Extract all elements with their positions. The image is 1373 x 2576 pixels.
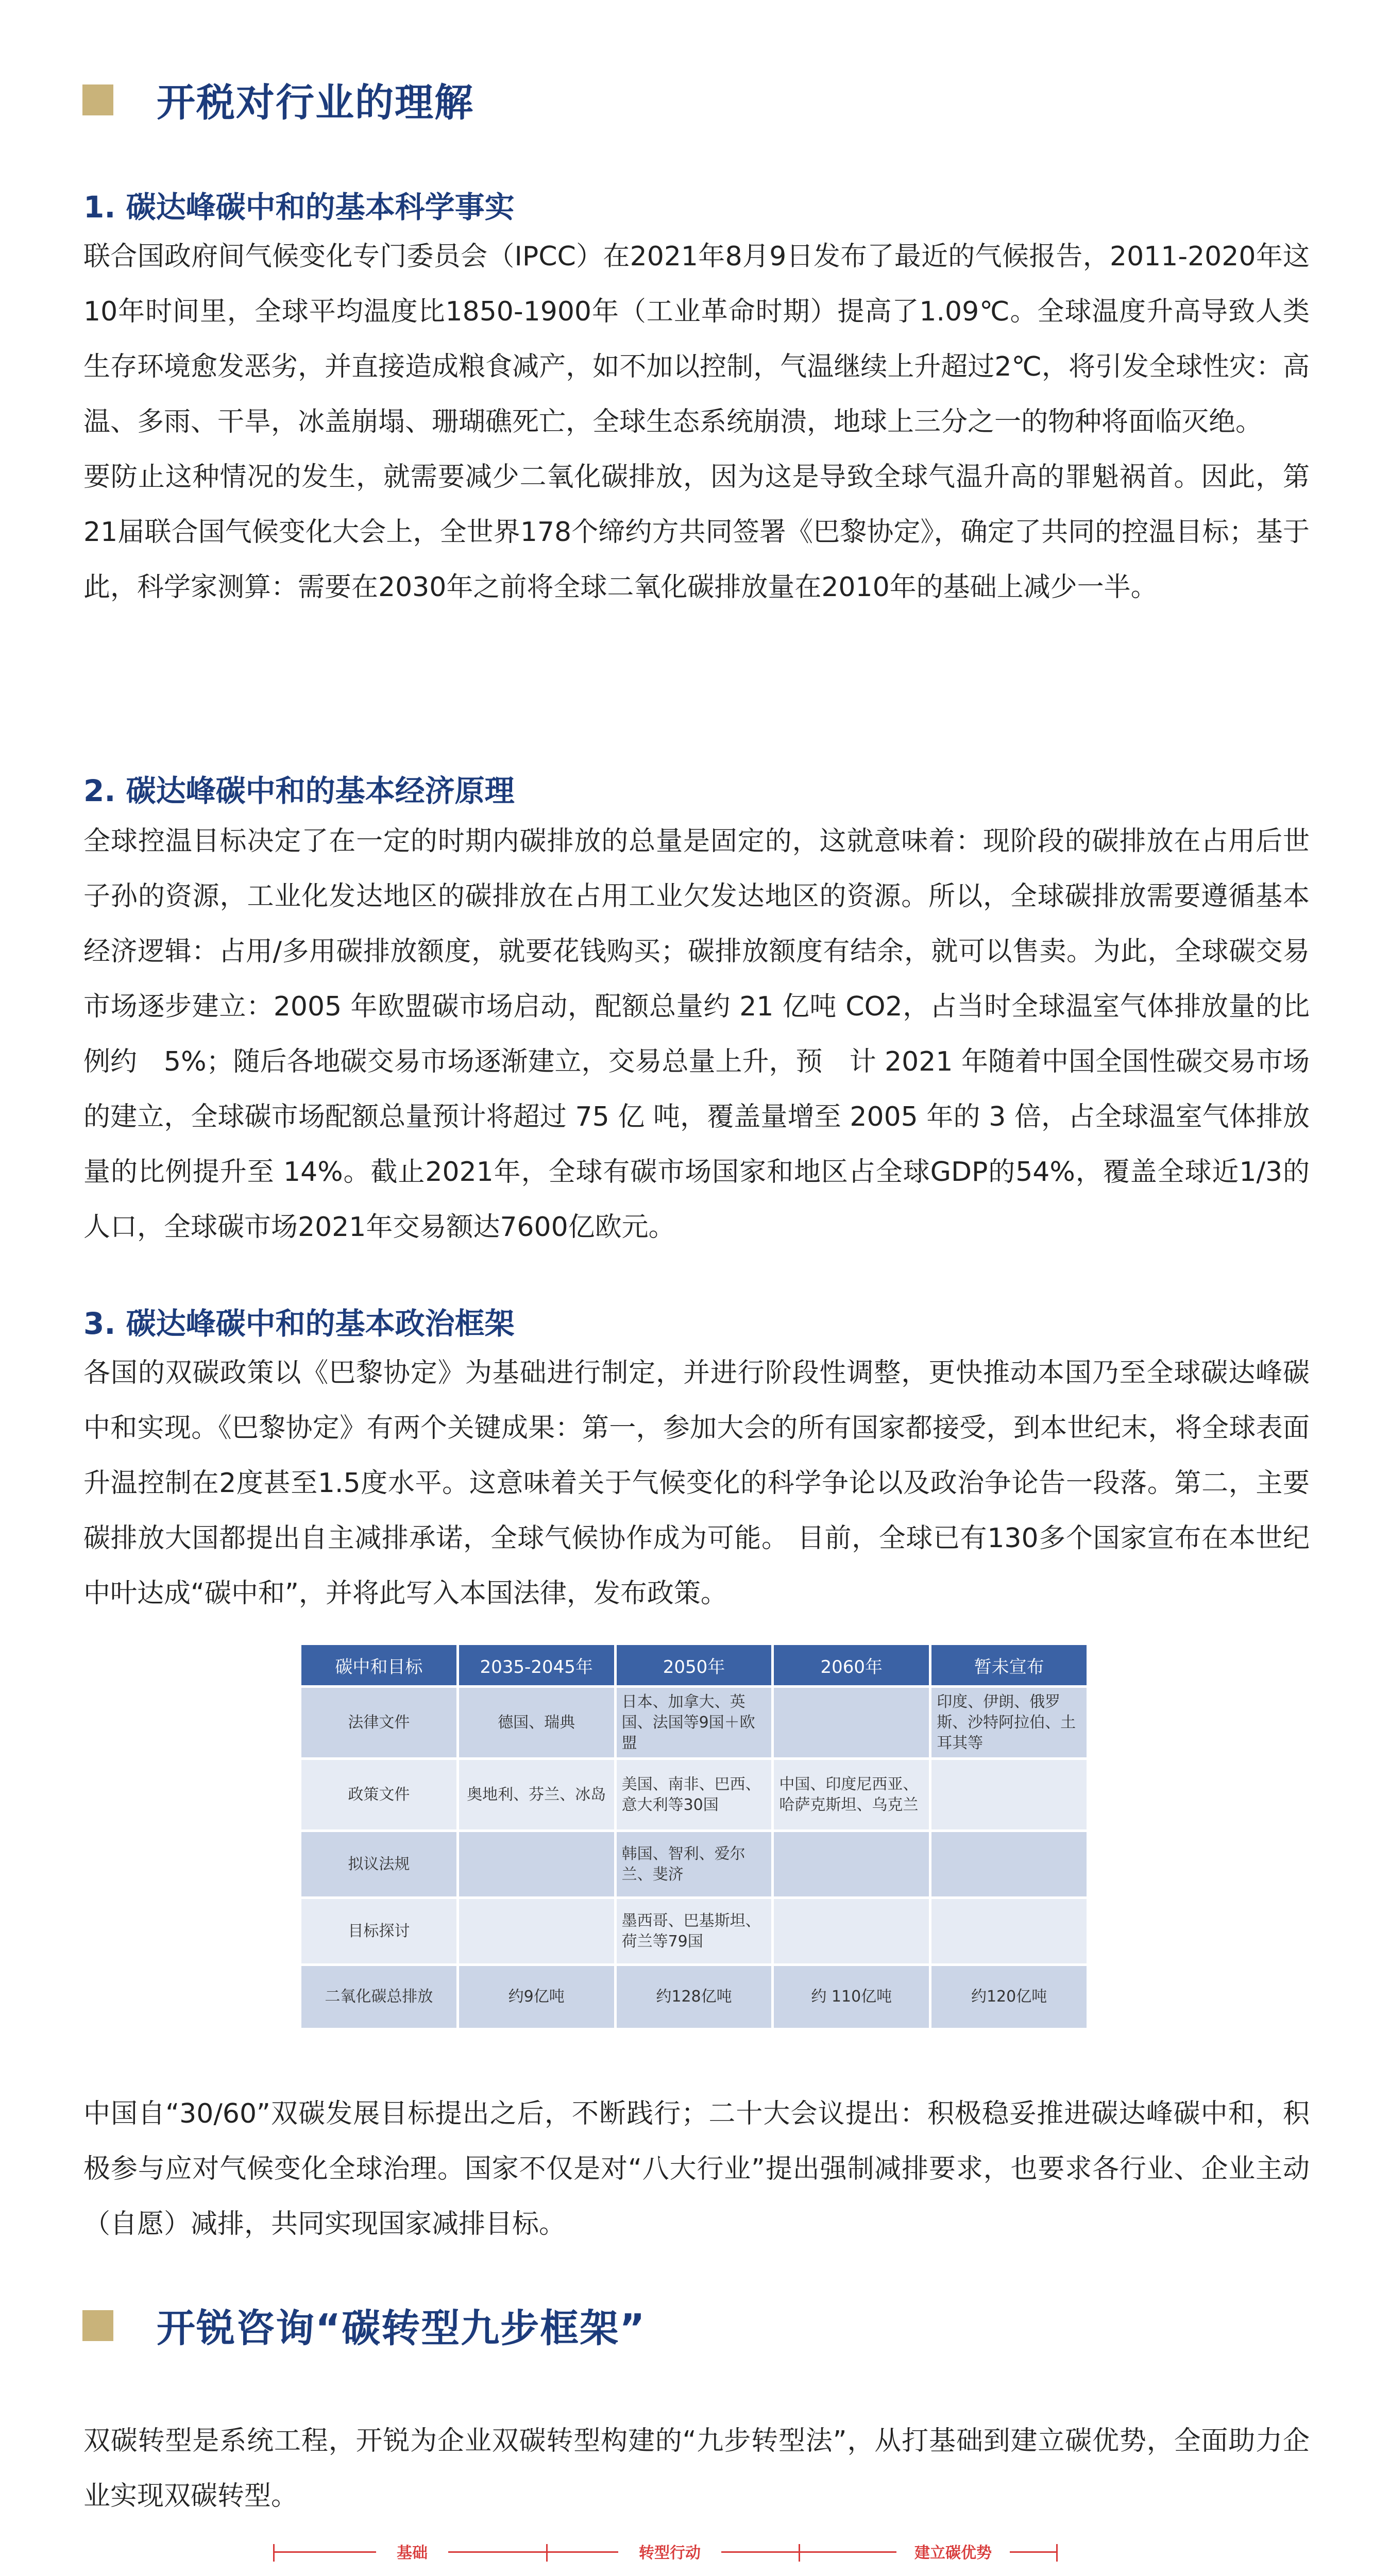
table-header-cell: 暂未宣布 — [931, 1645, 1087, 1685]
section-title-nine-step-framework — [82, 2298, 646, 2353]
phase-divider — [1056, 2544, 1058, 2562]
table-cell: 目标探讨 — [301, 1899, 456, 1963]
phase-line — [546, 2551, 618, 2553]
heading-science-facts: 1. 碳达峰碳中和的基本科学事实 — [83, 190, 515, 225]
table-cell: 奥地利、芬兰、冰岛 — [459, 1760, 614, 1829]
paragraph: 要防止这种情况的发生，就需要减少二氧化碳排放，因为这是导致全球气温升高的罪魁祸首。因此，第21届联合国气候变化大会上，全世界178个缔约方共同签署《巴黎协定》，确定了共同的控温目标；基于此，科学家测算：需要在2030年之前将全球二氧化碳排放量在2010年的基础上减少一半。 — [83, 462, 1310, 603]
phase-line — [1010, 2551, 1056, 2553]
paragraph: 中国自“30/60”双碳发展目标提出之后，不断践行；二十大会议提出：积极稳妥推进碳达峰碳中和，积极参与应对气候变化全球治理。国家不仅是对“八大行业”提出强制减排要求，也要求各行业、企业主动（自愿）减排，共同实现国家减排目标。 — [83, 2098, 1310, 2240]
phase-label-carbon-advantage: 建立碳优势 — [914, 2544, 992, 2562]
phase-line — [448, 2551, 546, 2553]
heading-political-framework: 3. 碳达峰碳中和的基本政治框架 — [83, 1306, 515, 1341]
table-row — [301, 1688, 1087, 1757]
section-marker-square — [82, 84, 113, 115]
table-cell: 约128亿吨 — [617, 1966, 772, 2028]
table-cell: 二氧化碳总排放 — [301, 1966, 456, 2028]
table-cell — [931, 1760, 1087, 1829]
section-marker-square — [82, 2310, 113, 2341]
table-header-cell: 2035-2045年 — [459, 1645, 614, 1685]
table-cell — [774, 1688, 929, 1757]
table-cell — [774, 1899, 929, 1963]
phase-label-foundation: 基础 — [397, 2544, 428, 2562]
table-cell: 约120亿吨 — [931, 1966, 1087, 2028]
paragraph: 联合国政府间气候变化专门委员会（IPCC）在2021年8月9日发布了最近的气候报告，2011-2020年这10年时间里，全球平均温度比1850-1900年（工业革命时期）提高了1.09℃。全球温度升高导致人类生存环境愈发恶劣，并直接造成粮食减产，如不加以控制，气温继续上升超过2℃，将引发全球性灾：高温、多雨、干旱，冰盖崩塌、珊瑚礁死亡，全球生态系统崩溃，地球上三分之一的物种将面临灭绝。 — [83, 241, 1310, 437]
paragraph-block-science — [83, 229, 1310, 615]
phase-line — [273, 2551, 376, 2553]
phase-label-transformation: 转型行动 — [639, 2544, 701, 2562]
table-cell — [931, 1832, 1087, 1896]
section-title-text: 开税对行业的理解 — [157, 80, 474, 125]
table-row — [301, 1760, 1087, 1829]
phase-divider — [546, 2544, 548, 2562]
table-header-cell: 碳中和目标 — [301, 1645, 456, 1685]
table-row — [301, 1966, 1087, 2028]
section-title-industry-understanding — [82, 72, 474, 127]
table-row — [301, 1899, 1087, 1963]
table-cell: 日本、加拿大、英国、法国等9国＋欧盟 — [617, 1688, 772, 1757]
paragraph: 全球控温目标决定了在一定的时期内碳排放的总量是固定的，这就意味着：现阶段的碳排放在占用后世子孙的资源，工业化发达地区的碳排放在占用工业欠发达地区的资源。所以，全球碳排放需要遵循基本经济逻辑：占用/多用碳排放额度，就要花钱购买；碳排放额度有结余，就可以售卖。为此，全球碳交易市场逐步建立：2005 年欧盟碳市场启动，配额总量约 21 亿吨 CO2，占当时全球温室气体排放量的比例约 5%；随后各地碳交易市场逐渐建立，交易总量上升，预 计 2021 年随着中国全国性碳交易市场的建立，全球碳市场配额总量预计将超过 75 亿 吨，覆盖量增至 2005 年的 3 倍，占全球温室气体排放量的比例提升至 14%。截止2021年，全球有碳市场国家和地区占全球GDP的54%，覆盖全球近1/3的人口，全球碳市场2021年交易额达7600亿欧元。 — [83, 826, 1310, 1243]
table-header-cell: 2050年 — [617, 1645, 772, 1685]
section-title-text: 开锐咨询“碳转型九步框架” — [157, 2306, 646, 2351]
carbon-neutral-target-table — [299, 1642, 1089, 2030]
table-header-cell: 2060年 — [774, 1645, 929, 1685]
table-cell: 约 110亿吨 — [774, 1966, 929, 2028]
table-cell — [459, 1899, 614, 1963]
table-header-row — [301, 1645, 1087, 1685]
table-cell — [931, 1899, 1087, 1963]
paragraph: 各国的双碳政策以《巴黎协定》为基础进行制定，并进行阶段性调整，更快推动本国乃至全球碳达峰碳中和实现。《巴黎协定》有两个关键成果：第一，参加大会的所有国家都接受，到本世纪末，将全球表面升温控制在2度甚至1.5度水平。这意味着关于气候变化的科学争论以及政治争论告一段落。第二，主要碳排放大国都提出自主减排承诺，全球气候协作成为可能。 目前，全球已有130多个国家宣布在本世纪中叶达成“碳中和”，并将此写入本国法律，发布政策。 — [83, 1358, 1310, 1609]
nine-step-framework-diagram — [242, 2540, 1128, 2576]
paragraph-block-politics — [83, 1346, 1310, 1621]
heading-economic-principles: 2. 碳达峰碳中和的基本经济原理 — [83, 773, 515, 808]
table-cell — [774, 1832, 929, 1896]
phase-line — [721, 2551, 799, 2553]
phase-divider — [273, 2544, 275, 2562]
table-cell: 中国、印度尼西亚、哈萨克斯坦、乌克兰 — [774, 1760, 929, 1829]
table-cell: 美国、南非、巴西、意大利等30国 — [617, 1760, 772, 1829]
phase-line — [799, 2551, 896, 2553]
paragraph-block-framework-intro — [83, 2414, 1310, 2524]
paragraph: 双碳转型是系统工程，开锐为企业双碳转型构建的“九步转型法”，从打基础到建立碳优势，全面助力企业实现双碳转型。 — [83, 2426, 1310, 2512]
table-cell: 墨西哥、巴基斯坦、荷兰等79国 — [617, 1899, 772, 1963]
table-cell: 政策文件 — [301, 1760, 456, 1829]
table-cell: 印度、伊朗、俄罗斯、沙特阿拉伯、土耳其等 — [931, 1688, 1087, 1757]
table-cell: 德国、瑞典 — [459, 1688, 614, 1757]
table-cell — [459, 1832, 614, 1896]
table-cell: 法律文件 — [301, 1688, 456, 1757]
table-cell: 约9亿吨 — [459, 1966, 614, 2028]
paragraph-block-china-goals — [83, 2087, 1310, 2252]
table-cell: 韩国、智利、爱尔兰、斐济 — [617, 1832, 772, 1896]
table-row — [301, 1832, 1087, 1896]
phase-divider — [799, 2544, 800, 2562]
table-cell: 拟议法规 — [301, 1832, 456, 1896]
paragraph-block-economics — [83, 814, 1310, 1255]
